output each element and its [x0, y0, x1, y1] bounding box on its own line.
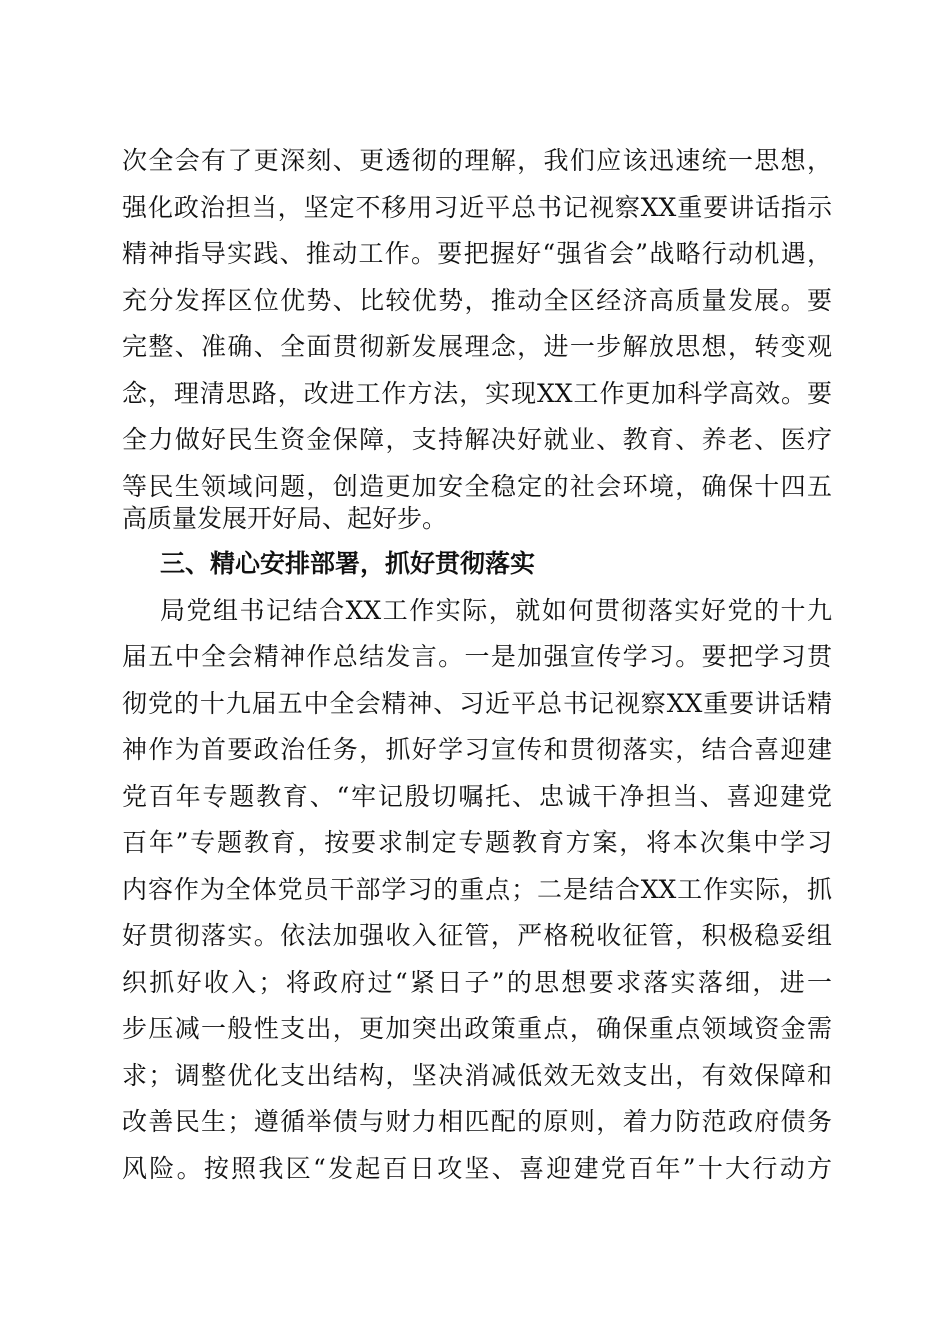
paragraph-line: 神作为首要政治任务，抓好学习宣传和贯彻落实，结合喜迎建 — [122, 735, 832, 764]
paragraph-line: 彻党的十九届五中全会精神、习近平总书记视察XX重要讲话精 — [122, 689, 832, 718]
paragraph-line: 改善民生；遵循举债与财力相匹配的原则，着力防范政府债务 — [122, 1107, 832, 1136]
paragraph-line: 内容作为全体党员干部学习的重点；二是结合XX工作实际，抓 — [122, 875, 832, 904]
paragraph-line: 全力做好民生资金保障，支持解决好就业、教育、养老、医疗 — [122, 425, 832, 454]
paragraph-line: 充分发挥区位优势、比较优势，推动全区经济高质量发展。要 — [122, 286, 832, 315]
paragraph-line: 念，理清思路，改进工作方法，实现XX工作更加科学高效。要 — [122, 379, 832, 408]
paragraph-line: 织抓好收入；将政府过“紧日子”的思想要求落实落细，进一 — [122, 968, 832, 997]
paragraph-line: 强化政治担当，坚定不移用习近平总书记视察XX重要讲话指示 — [122, 193, 832, 222]
paragraph-line: 局党组书记结合XX工作实际，就如何贯彻落实好党的十九 — [160, 596, 832, 625]
paragraph-line: 高质量发展开好局、起好步。 — [122, 504, 448, 533]
section-heading: 三、精心安排部署，抓好贯彻落实 — [160, 549, 536, 578]
paragraph-line: 届五中全会精神作总结发言。一是加强宣传学习。要把学习贯 — [122, 642, 832, 671]
paragraph-line: 党百年专题教育、“牢记殷切嘱托、忠诚干净担当、喜迎建党 — [122, 782, 832, 811]
paragraph-line: 好贯彻落实。依法加强收入征管，严格税收征管，积极稳妥组 — [122, 921, 832, 950]
paragraph-line: 求；调整优化支出结构，坚决消减低效无效支出，有效保障和 — [122, 1061, 832, 1090]
paragraph-line: 步压减一般性支出，更加突出政策重点，确保重点领域资金需 — [122, 1014, 832, 1043]
paragraph-line: 风险。按照我区“发起百日攻坚、喜迎建党百年”十大行动方 — [122, 1154, 832, 1183]
paragraph-line: 等民生领域问题，创造更加安全稳定的社会环境，确保十四五 — [122, 472, 832, 501]
paragraph-line: 百年”专题教育，按要求制定专题教育方案，将本次集中学习 — [122, 828, 832, 857]
paragraph-line: 精神指导实践、推动工作。要把握好“强省会”战略行动机遇， — [122, 239, 832, 268]
paragraph-line: 完整、准确、全面贯彻新发展理念，进一步解放思想，转变观 — [122, 332, 832, 361]
paragraph-line: 次全会有了更深刻、更透彻的理解，我们应该迅速统一思想， — [122, 146, 832, 175]
